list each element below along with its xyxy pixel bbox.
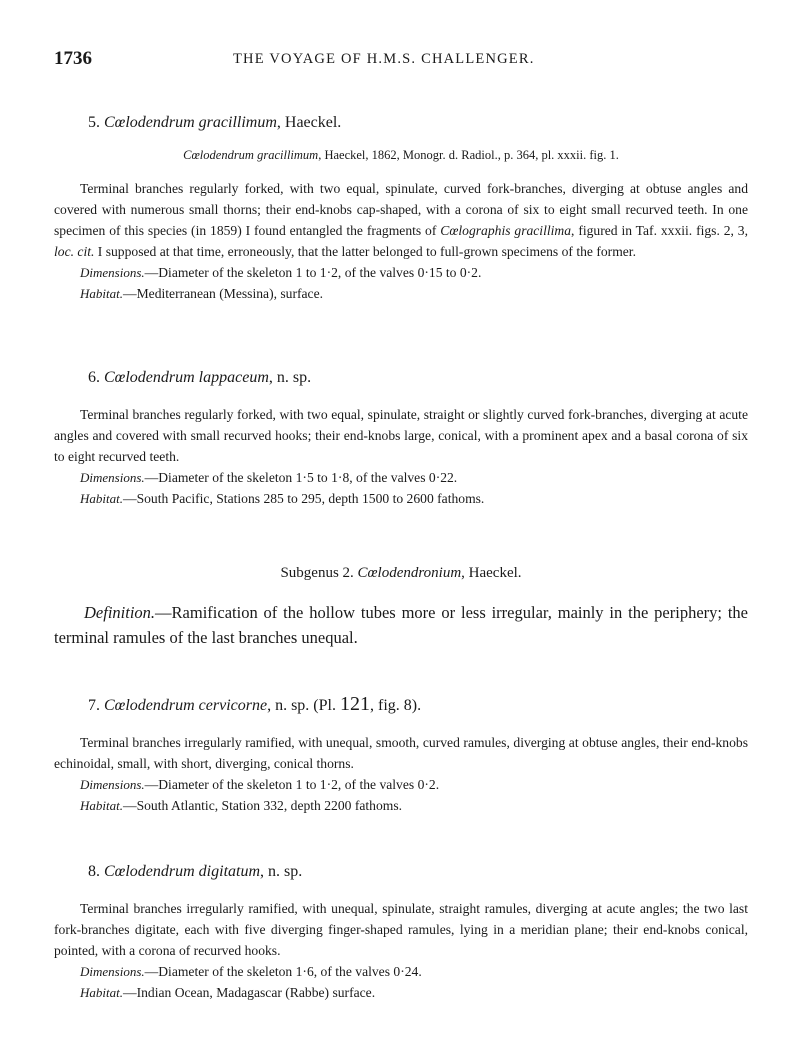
species-7-description: Terminal branches irregularly ramified, with unequal, smooth, curved ramules, diverging at obtuse angles, their end-knobs echinoidal, small, with short, diverging, conical thorns. xyxy=(54,735,748,771)
species-6-name: Cœlodendrum lappaceum xyxy=(104,369,269,386)
subgenus-definition: Definition.—Ramification of the hollow tubes more or less irregular, mainly in the periphery; the terminal ramules of the last branches unequal. xyxy=(54,603,748,647)
species-6-dimensions: Dimensions.—Diameter of the skeleton 1·5 to 1·8, of the valves 0·22. xyxy=(80,470,458,485)
species-5-body xyxy=(54,178,748,304)
species-7-name: Cœlodendrum cervicorne xyxy=(104,697,268,714)
species-8-dimensions: Dimensions.—Diameter of the skeleton 1·6, of the valves 0·24. xyxy=(80,964,422,979)
species-8-description: Terminal branches irregularly ramified, with unequal, spinulate, straight ramules, diverging at acute angles; the two last fork-branches digitate, each with five diverging finger-shaped ramules, lying in a meridian plane; their end-knobs conical, pointed, with a corona of recurved hooks. xyxy=(54,901,748,958)
species-7-habitat: Habitat.—South Atlantic, Station 332, depth 2200 fathoms. xyxy=(80,798,403,813)
species-6-description: Terminal branches regularly forked, with two equal, spinulate, straight or slightly curved fork-branches, diverging at acute angles and covered with small recurved hooks; their end-knobs large, conical, with a prominent apex and a basal corona of six to eight recurved teeth. xyxy=(54,407,748,464)
plate-number: 121 xyxy=(339,693,370,715)
page-header xyxy=(0,48,800,74)
species-5-name: Cœlodendrum gracillimum xyxy=(104,114,277,131)
running-title: THE VOYAGE OF H.M.S. CHALLENGER. xyxy=(233,51,535,67)
species-5-reference: Cœlodendrum gracillimum, Haeckel, 1862, Monogr. d. Radiol., p. 364, pl. xxxii. fig. 1. xyxy=(183,148,619,162)
species-6-habitat: Habitat.—South Pacific, Stations 285 to 295, depth 1500 to 2600 fathoms. xyxy=(80,491,485,506)
species-7-heading: 7. Cœlodendrum cervicorne, n. sp. (Pl. 121, fig. 8). xyxy=(88,693,422,715)
subgenus-heading: Subgenus 2. Cœlodendronium, Haeckel. xyxy=(280,565,522,581)
species-8-heading: 8. Cœlodendrum digitatum, n. sp. xyxy=(88,863,303,880)
species-8-name: Cœlodendrum digitatum xyxy=(104,863,261,880)
page-number: 1736 xyxy=(54,48,92,69)
species-8-body xyxy=(54,898,748,1003)
species-7-dimensions: Dimensions.—Diameter of the skeleton 1 to 1·2, of the valves 0·2. xyxy=(80,777,440,792)
species-6-heading: 6. Cœlodendrum lappaceum, n. sp. xyxy=(88,369,312,386)
species-8-habitat: Habitat.—Indian Ocean, Madagascar (Rabbe) surface. xyxy=(80,985,376,1000)
species-5-heading: 5. Cœlodendrum gracillimum, Haeckel. xyxy=(88,114,342,131)
subgenus-name: Cœlodendronium xyxy=(357,565,462,581)
species-5-dimensions: Dimensions.—Diameter of the skeleton 1 to 1·2, of the valves 0·15 to 0·2. xyxy=(80,265,482,280)
species-5-habitat: Habitat.—Mediterranean (Messina), surface. xyxy=(80,286,324,301)
species-5-description: Terminal branches regularly forked, with two equal, spinulate, curved fork-branches, diverging at obtuse angles and covered with numerous small thorns; their end-knobs cap-shaped, with a corona of six to eight small recurved teeth. In one specimen of this species (in 1859) I found entangled the fragments of Cœlographis gracillima, figured in Taf. xxxii. figs. 2, 3, loc. cit. I supposed at that time, erroneously, that the latter belonged to full-grown specimens of the former. xyxy=(54,181,748,259)
species-7-body xyxy=(54,732,748,816)
species-6-body xyxy=(54,404,748,509)
